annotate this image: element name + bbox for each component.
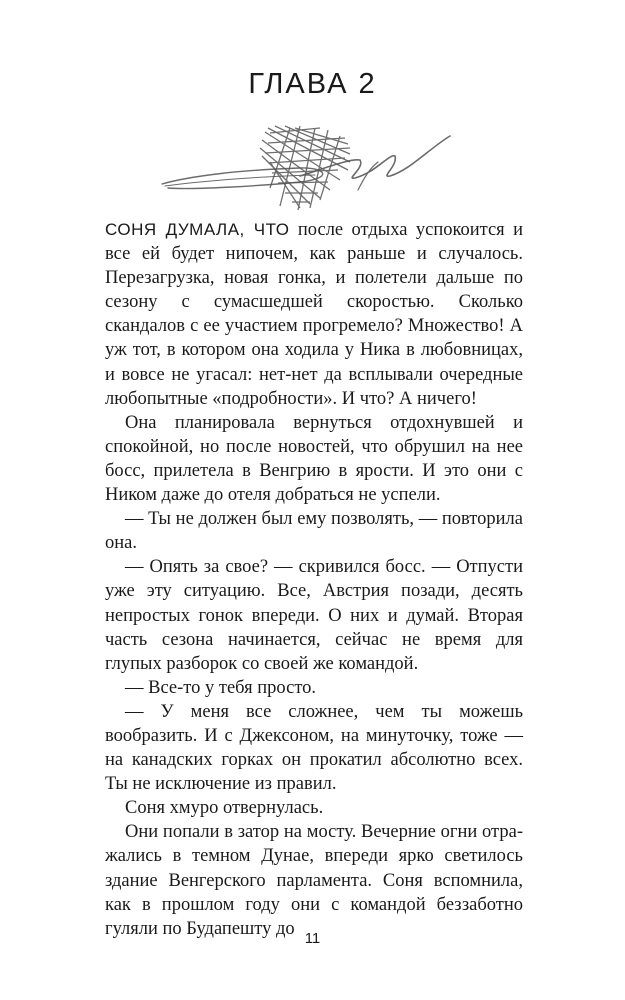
paragraph — [105, 218, 523, 411]
paragraph: — Опять за свое? — скривился босс. — Отпусти уже эту ситуацию. Все, Австрия позади, десять непростых гонок впереди. О них и думай. Вторая часть сезона начинается, сейчас не время для глупых разборок со своей же командой. — [105, 557, 523, 674]
paragraph: — Ты не должен был ему позволять, — повторила она. — [105, 509, 523, 554]
paragraph: — Все-то у тебя просто. — [125, 677, 317, 698]
heart-scribble-icon — [150, 118, 460, 218]
paragraph: Они попали в затор на мосту. Вечерние огни отражались в темном Дунае, впереди ярко светилось здание Венгерского парламента. Соня вспомнила, как в прошлом году они с командой беззаботно гуляли по Будапешту до — [105, 822, 523, 939]
paragraph: Соня хмуро отвернулась. — [125, 798, 324, 819]
page-number: 11 — [304, 930, 321, 947]
paragraph-text: после отдыха успокоится и все ей будет нипочем, как раньше и случалось. Перезагрузка, новая гонка, и полетели дальше по сезону с сумасшедшей скоростью. Сколько скандалов с ее участием прогремело? Множество! А уж тот, в котором она ходила у Ника в любовницах, и вовсе не угасал: нет-нет да всплывали очередные любопытные «подробности». И что? А ничего! — [105, 220, 523, 409]
paragraph: — У меня все сложнее, чем ты можешь вообразить. И с Джексоном, на минуточку, тоже — на канадских горках он прокатил абсолютно всех. Ты не исключение из правил. — [105, 701, 523, 795]
lead-in-caps: СОНЯ ДУМАЛА, ЧТО — [105, 220, 290, 239]
paragraph: Она планировала вернуться отдохнувшей и спокойной, но после новостей, что обрушил на нее босс, прилетела в Венгрию в ярости. И это они с Ником даже до отеля добраться не успели. — [105, 412, 523, 506]
chapter-title: ГЛАВА 2 — [248, 68, 377, 100]
body-text — [105, 218, 523, 941]
